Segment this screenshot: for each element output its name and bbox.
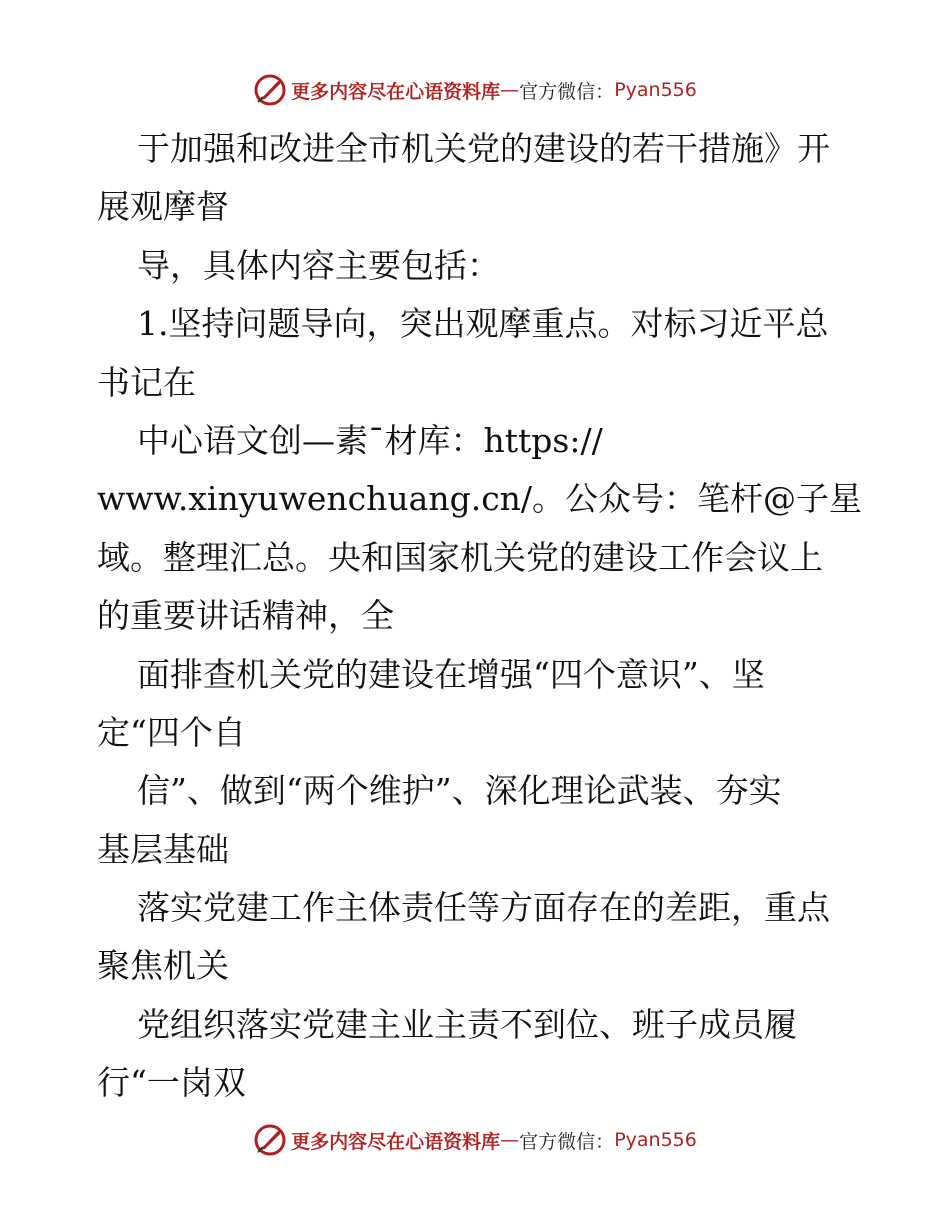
body-line: 中心语文创—素¯材库：https:// — [137, 420, 603, 460]
body-line: 面排查机关党的建设在增强“四个意识”、坚 — [137, 654, 765, 694]
body-line: 落实党建工作主体责任等方面存在的差距，重点 — [137, 888, 830, 928]
feather-pen-icon — [253, 1123, 287, 1157]
banner-main-text: 更多内容尽在心语资料库 — [291, 80, 501, 103]
banner-wechat-label: 官方微信： — [519, 1130, 615, 1153]
body-line: 展观摩督 — [97, 187, 229, 227]
banner-separator: — — [500, 79, 520, 101]
body-line: 行“一岗双 — [97, 1063, 246, 1103]
banner-main-text: 更多内容尽在心语资料库 — [291, 1130, 501, 1153]
body-line: 于加强和改进全市机关党的建设的若干措施》开 — [137, 129, 830, 168]
banner-separator: — — [500, 1129, 520, 1151]
footer-banner — [0, 1120, 950, 1160]
banner-wechat-label: 官方微信： — [519, 80, 615, 103]
body-line: 定“四个自 — [97, 712, 246, 752]
body-line: 的重要讲话精神，全 — [97, 596, 394, 636]
body-line: 1.坚持问题导向，突出观摩重点。对标习近平总 — [137, 304, 829, 344]
banner-wechat-id: Pyan556 — [614, 79, 697, 101]
body-line: 域。整理汇总。央和国家机关党的建设工作会议上 — [97, 537, 823, 577]
banner-wechat-id: Pyan556 — [614, 1129, 697, 1151]
body-line: 党组织落实党建主业主责不到位、班子成员履 — [137, 1004, 797, 1044]
document-body — [97, 120, 863, 1113]
body-line: 书记在 — [97, 362, 196, 402]
header-banner — [0, 70, 950, 110]
body-line: 基层基础 — [97, 829, 229, 869]
body-line: www.xinyuwenchuang.cn/。公众号：笔杆@子星 — [97, 479, 863, 519]
body-line: 聚焦机关 — [97, 946, 229, 986]
body-line: 信”、做到“两个维护”、深化理论武装、夯实 — [137, 771, 782, 811]
body-line: 导，具体内容主要包括： — [137, 245, 500, 285]
feather-pen-icon — [253, 73, 287, 107]
